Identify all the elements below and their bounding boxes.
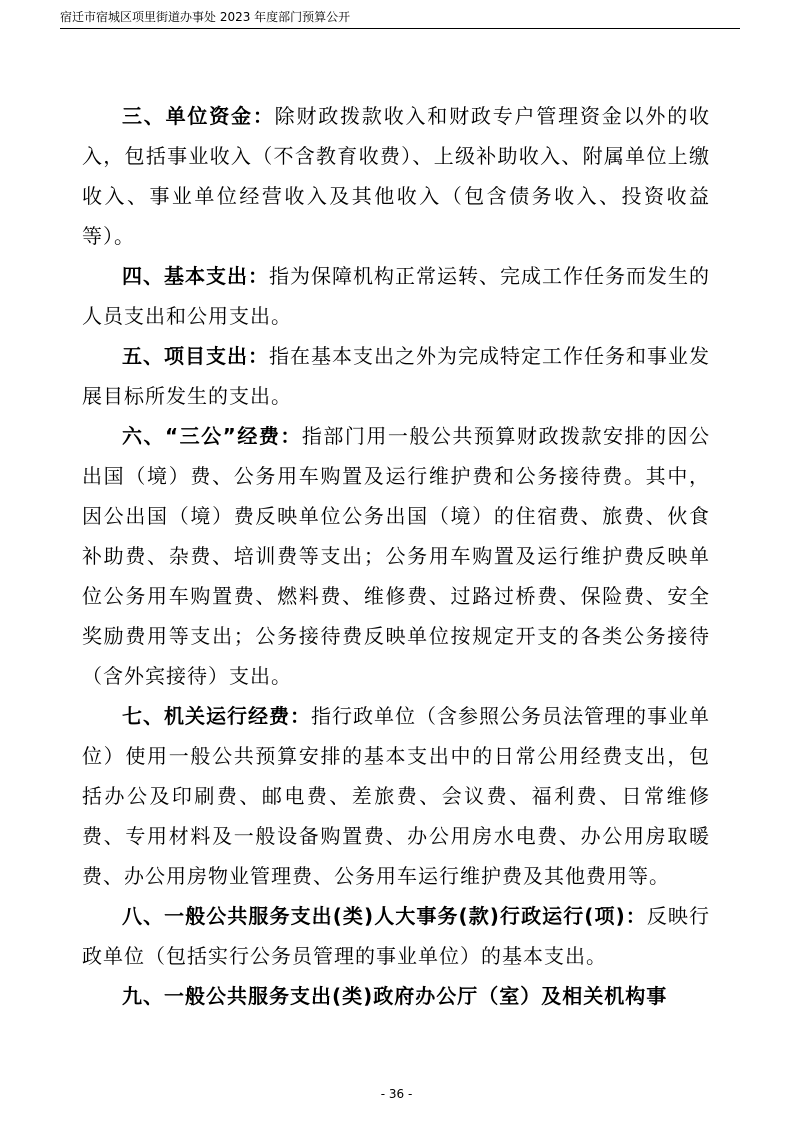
paragraph-body: 指在基本支出之外为完成特定工作任务和事业发展目标所发生的支出。 bbox=[82, 344, 710, 408]
paragraph-heading: 六、“三公”经费： bbox=[122, 424, 302, 448]
page-number: - 36 - bbox=[380, 1087, 413, 1101]
document-body bbox=[82, 96, 710, 1016]
definition-paragraph-basic-expenditure bbox=[82, 256, 710, 336]
paragraph-heading: 三、单位资金： bbox=[122, 104, 275, 128]
paragraph-body: 反映行政单位（包括实行公务员管理的事业单位）的基本支出。 bbox=[82, 904, 711, 968]
definition-paragraph-three-public-funds bbox=[82, 416, 710, 696]
definition-paragraph-npc-affairs bbox=[82, 896, 710, 976]
definition-paragraph-project-expenditure bbox=[82, 336, 710, 416]
paragraph-heading: 五、项目支出： bbox=[122, 344, 269, 368]
definition-paragraph-unit-funds bbox=[82, 96, 710, 256]
page-header bbox=[60, 8, 740, 29]
definition-paragraph-agency-operating-funds bbox=[82, 696, 710, 896]
definition-paragraph-government-office bbox=[82, 976, 710, 1016]
paragraph-body: 指部门用一般公共预算财政拨款安排的因公出国（境）费、公务用车购置及运行维护费和公务接待费。其中，因公出国（境）费反映单位公务出国（境）的住宿费、旅费、伙食补助费、杂费、培训费等支出；公务用车购置及运行维护费反映单位公务用车购置费、燃料费、维修费、过路过桥费、保险费、安全奖励费用等支出；公务接待费反映单位按规定开支的各类公务接待（含外宾接待）支出。 bbox=[82, 424, 710, 688]
paragraph-heading: 八、一般公共服务支出(类)人大事务(款)行政运行(项)： bbox=[122, 904, 647, 928]
header-title: 宿迁市宿城区项里街道办事处 2023 年度部门预算公开 bbox=[60, 10, 351, 24]
paragraph-heading: 九、一般公共服务支出(类)政府办公厅（室）及相关机构事 bbox=[122, 984, 668, 1008]
paragraph-body: 除财政拨款收入和财政专户管理资金以外的收入，包括事业收入（不含教育收费）、上级补助收入、附属单位上缴收入、事业单位经营收入及其他收入（包含债务收入、投资收益等）。 bbox=[82, 104, 711, 248]
paragraph-heading: 七、机关运行经费： bbox=[122, 704, 311, 728]
paragraph-body: 指行政单位（含参照公务员法管理的事业单位）使用一般公共预算安排的基本支出中的日常公用经费支出，包括办公及印刷费、邮电费、差旅费、会议费、福利费、日常维修费、专用材料及一般设备购置费、办公用房水电费、办公用房取暖费、办公用房物业管理费、公务用车运行维护费及其他费用等。 bbox=[82, 704, 710, 888]
paragraph-heading: 四、基本支出： bbox=[122, 264, 269, 288]
paragraph-body: 指为保障机构正常运转、完成工作任务而发生的人员支出和公用支出。 bbox=[82, 264, 710, 328]
